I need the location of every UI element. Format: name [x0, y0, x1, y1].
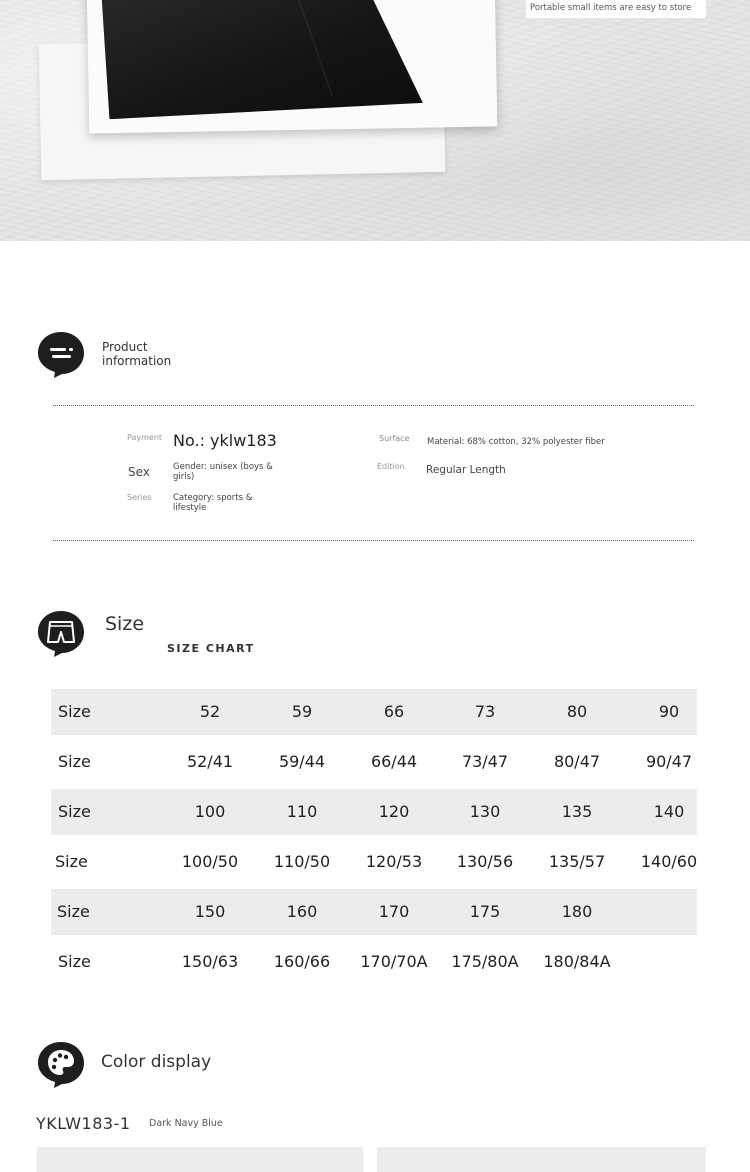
- size-row: [51, 839, 697, 885]
- size-row: [51, 889, 697, 935]
- size-row-label: Size: [58, 802, 91, 821]
- divider-bottom: [53, 540, 694, 541]
- size-row: [51, 939, 697, 985]
- size-cell: 52: [199, 702, 221, 721]
- size-cell: 73/47: [461, 752, 509, 771]
- size-cell: 160: [286, 902, 318, 921]
- shorts-icon: [36, 609, 86, 659]
- size-cell: 52/41: [186, 752, 234, 771]
- size-cell: 90/47: [645, 752, 693, 771]
- color-name: Dark Navy Blue: [149, 1118, 223, 1129]
- size-cell: 100/50: [181, 852, 239, 871]
- color-display-heading: Color display: [101, 1052, 212, 1072]
- size-cell: 130: [469, 802, 501, 821]
- size-cell: 59/44: [278, 752, 326, 771]
- size-cell: 73: [474, 702, 496, 721]
- size-cell: 100: [194, 802, 226, 821]
- chat-lines-icon: [36, 330, 86, 380]
- size-cell: 110: [286, 802, 318, 821]
- size-row: [51, 689, 697, 735]
- surface-label: Surface: [379, 434, 410, 443]
- size-cell: 59: [291, 702, 313, 721]
- edition-label: Edition: [377, 462, 405, 471]
- size-cell: 175: [469, 902, 501, 921]
- size-row: [51, 739, 697, 785]
- color-swatch-right: [377, 1147, 706, 1172]
- size-heading: Size: [105, 613, 145, 635]
- size-cell: 135: [561, 802, 593, 821]
- size-cell: 150: [194, 902, 226, 921]
- size-cell: 170: [378, 902, 410, 921]
- size-cell: 140: [653, 802, 685, 821]
- category-value: Category: sports & lifestyle: [173, 493, 253, 513]
- sku-label: YKLW183-1: [36, 1114, 131, 1133]
- size-row-label: Size: [57, 902, 90, 921]
- size-cell: 150/63: [181, 952, 239, 971]
- size-cell: [629, 889, 709, 935]
- gender-value: Gender: unisex (boys & girls): [173, 462, 273, 482]
- size-cell: 66: [383, 702, 405, 721]
- product-photo-card: [87, 0, 498, 134]
- size-cell: 80/47: [553, 752, 601, 771]
- size-cell: 80: [566, 702, 588, 721]
- size-cell: 120: [378, 802, 410, 821]
- size-row-label: Size: [58, 952, 91, 971]
- size-cell: 135/57: [548, 852, 606, 871]
- palette-icon: [36, 1040, 86, 1090]
- series-label: Series: [127, 493, 152, 502]
- size-cell: 140/60: [640, 852, 698, 871]
- size-cell: 120/53: [365, 852, 423, 871]
- hero-banner: [0, 0, 750, 241]
- size-cell: [629, 939, 709, 985]
- sex-label: Sex: [128, 465, 150, 479]
- size-cell: 66/44: [370, 752, 418, 771]
- material-value: Material: 68% cotton, 32% polyester fiber: [427, 437, 605, 447]
- size-cell: 180: [561, 902, 593, 921]
- color-swatch-left: [37, 1147, 363, 1172]
- size-cell: 175/80A: [451, 952, 519, 971]
- size-cell: 180/84A: [543, 952, 611, 971]
- size-cell: 170/70A: [360, 952, 428, 971]
- size-chart-subtitle: SIZE CHART: [167, 642, 255, 655]
- feature-tag-text: Portable small items are easy to store: [530, 3, 692, 13]
- edition-value: Regular Length: [426, 464, 506, 476]
- size-row-label: Size: [58, 702, 91, 721]
- product-info-heading: Product information: [102, 340, 172, 368]
- size-cell: 130/56: [456, 852, 514, 871]
- divider-top: [53, 405, 694, 406]
- feature-tag-card: [526, 0, 706, 18]
- payment-label: Payment: [127, 433, 163, 442]
- product-photo: [101, 0, 423, 119]
- size-row-label: Size: [58, 752, 91, 771]
- size-cell: 160/66: [273, 952, 331, 971]
- size-cell: 90: [658, 702, 680, 721]
- size-row-label: Size: [55, 852, 88, 871]
- item-number: No.: yklw183: [173, 431, 277, 450]
- size-row: [51, 789, 697, 835]
- size-cell: 110/50: [273, 852, 331, 871]
